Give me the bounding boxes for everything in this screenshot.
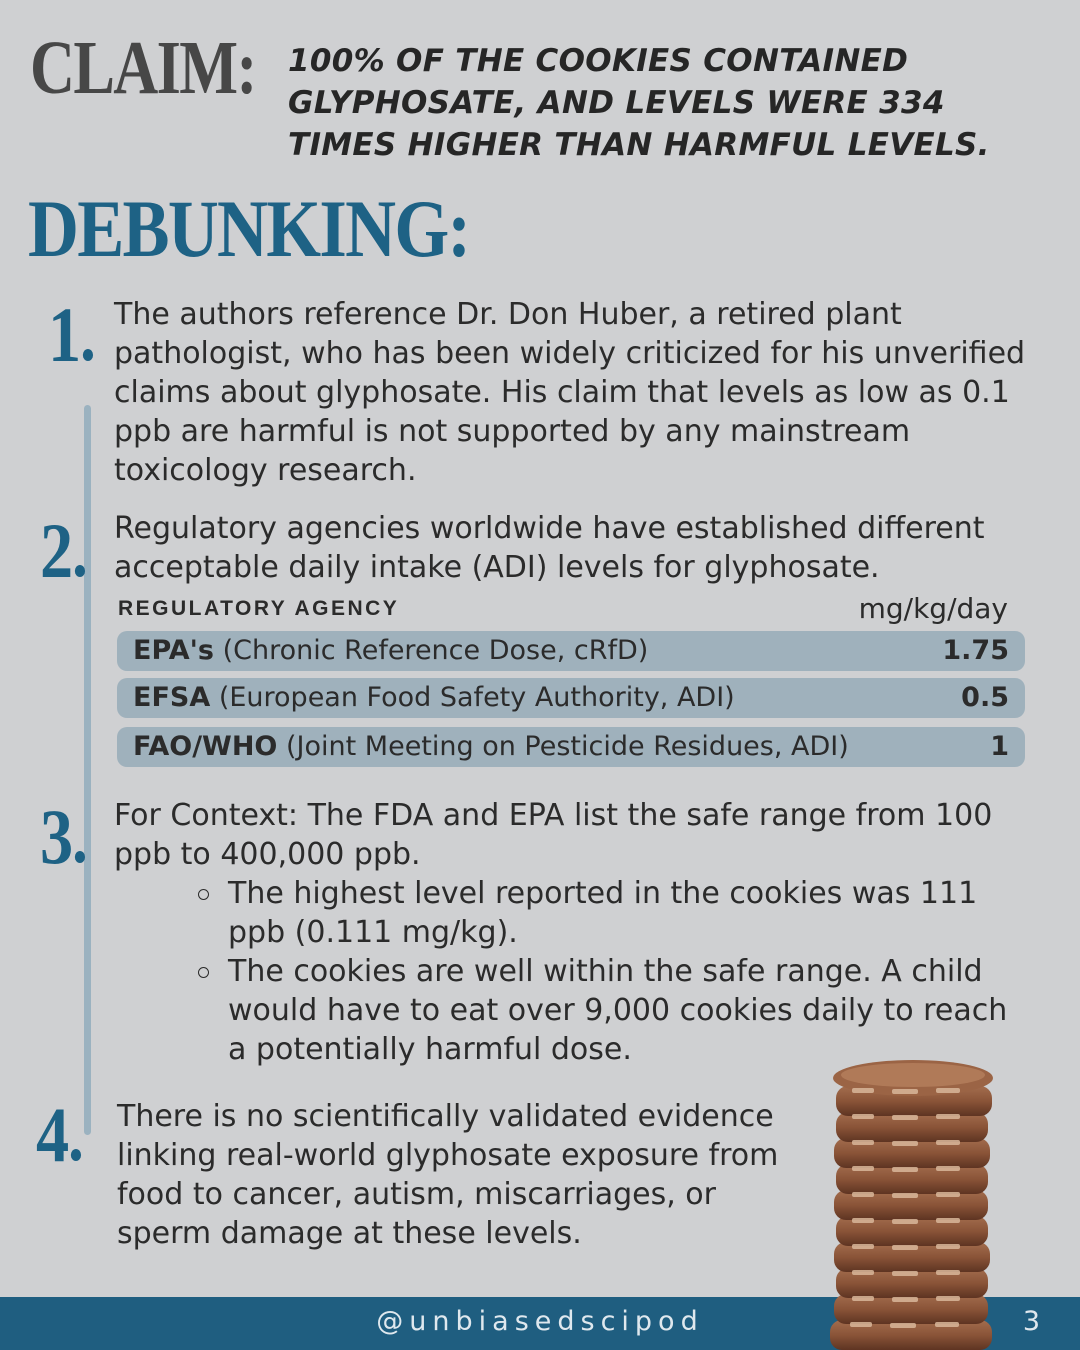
agency-value: 0.5 xyxy=(961,682,1009,713)
agency-value: 1 xyxy=(990,731,1009,762)
point-text-3: For Context: The FDA and EPA list the safe range from 100 ppb to 400,000 ppb. xyxy=(114,798,993,872)
agency-name: EPA's xyxy=(133,635,214,666)
agency-value: 1.75 xyxy=(942,635,1009,666)
claim-text: 100% OF THE COOKIES CONTAINED GLYPHOSATE, AND LEVELS WERE 334 TIMES HIGHER THAN HARMFUL LEVELS. xyxy=(288,43,990,163)
agency-name: EFSA xyxy=(133,682,211,713)
point-text-2: Regulatory agencies worldwide have established different acceptable daily intake (ADI) levels for glyphosate. xyxy=(114,511,985,585)
table-row xyxy=(117,678,1025,718)
agency-name: FAO/WHO xyxy=(133,731,278,762)
table-header-unit: mg/kg/day xyxy=(858,592,1008,625)
point-number-2: 2 xyxy=(40,512,85,590)
page-number: 3 xyxy=(1022,1306,1040,1337)
cookie-stack-image xyxy=(820,1058,1002,1350)
agency-detail: (Joint Meeting on Pesticide Residues, ADI) xyxy=(285,731,849,762)
point-text-4: There is no scientifically validated evidence linking real-world glyphosate exposure from food to cancer, autism, miscarriages, or sperm damage at these levels. xyxy=(117,1099,779,1251)
bullet-circle-icon xyxy=(198,967,209,978)
debunking-heading: DEBUNKING: xyxy=(28,183,470,274)
claim-label: CLAIM: xyxy=(30,26,256,110)
point-number-3: 3 xyxy=(40,798,85,876)
point-number-4: 4 xyxy=(36,1096,81,1174)
table-row xyxy=(117,727,1025,767)
point-text-1: The authors reference Dr. Don Huber, a retired plant pathologist, who has been widely criticized for his unverified claims about glyphosate. His claim that levels as low as 0.1 ppb are harmful is not supported by any mainstream toxicology research. xyxy=(114,297,1026,488)
table-row xyxy=(117,631,1025,671)
agency-detail: (European Food Safety Authority, ADI) xyxy=(218,682,735,713)
table-header xyxy=(118,594,1008,624)
agency-detail: (Chronic Reference Dose, cRfD) xyxy=(222,635,649,666)
bullet-circle-icon xyxy=(198,889,209,900)
point-number-1: 1 xyxy=(48,296,93,374)
social-handle: @unbiasedscipod xyxy=(376,1306,704,1337)
bullet-item-2: The cookies are well within the safe range. A child would have to eat over 9,000 cookies daily to reach a potentially harmful dose. xyxy=(228,952,1028,1069)
table-header-agency: REGULATORY AGENCY xyxy=(118,597,400,620)
bullet-item-1: The highest level reported in the cookies was 111 ppb (0.111 mg/kg). xyxy=(228,874,1028,952)
